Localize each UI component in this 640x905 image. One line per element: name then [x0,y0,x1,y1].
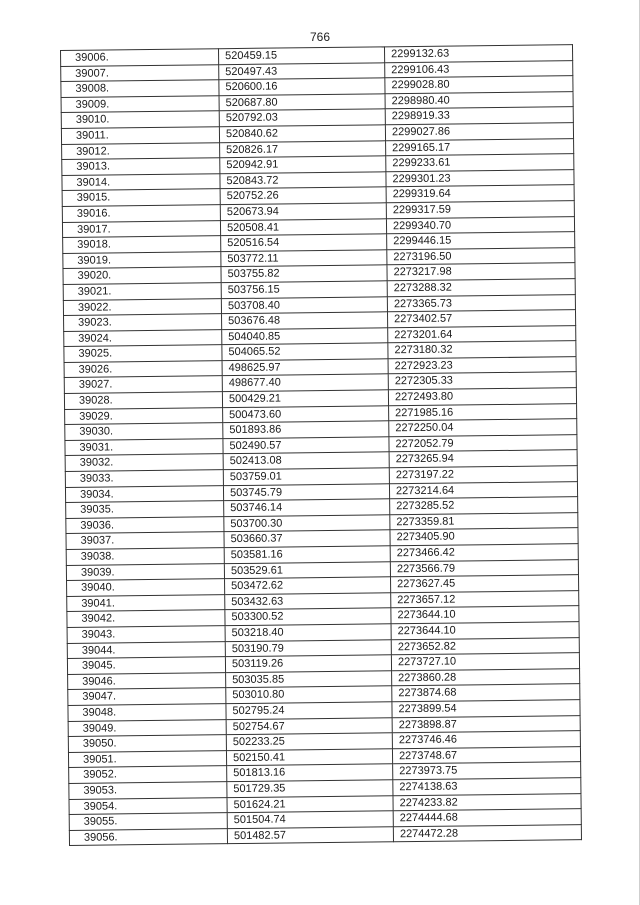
point-id-cell: 39012. [62,142,220,159]
easting-cell: 520497.43 [219,62,385,79]
northing-cell: 2273466.42 [390,544,578,562]
easting-cell: 503772.11 [221,250,387,267]
easting-cell: 503432.63 [225,593,391,610]
point-id-cell: 39006. [61,49,219,66]
point-id-cell: 39026. [64,361,222,378]
point-id-cell: 39052. [69,766,227,783]
easting-cell: 503300.52 [225,608,391,625]
northing-cell: 2273727.10 [391,653,579,671]
easting-cell: 503035.85 [226,671,392,688]
easting-cell: 503660.37 [224,530,390,547]
northing-cell: 2273652.82 [391,637,579,655]
easting-cell: 503759.01 [223,468,389,485]
easting-cell: 502150.41 [226,748,392,765]
point-id-cell: 39015. [62,189,220,206]
point-id-cell: 39009. [61,95,219,112]
northing-cell: 2299027.86 [385,123,573,141]
northing-cell: 2273627.45 [390,575,578,593]
point-id-cell: 39045. [67,657,225,674]
easting-cell: 503700.30 [224,515,390,532]
northing-cell: 2272305.33 [388,372,576,390]
coordinates-table-wrapper [60,44,581,844]
point-id-cell: 39050. [68,735,226,752]
point-id-cell: 39049. [68,719,226,736]
point-id-cell: 39036. [66,516,224,533]
easting-cell: 520843.72 [220,172,386,189]
point-id-cell: 39037. [66,532,224,549]
point-id-cell: 39016. [62,205,220,222]
point-id-cell: 39024. [64,329,222,346]
easting-cell: 501729.35 [227,780,393,797]
northing-cell: 2272493.80 [388,388,576,406]
northing-cell: 2273973.75 [393,762,581,780]
point-id-cell: 39047. [68,688,226,705]
point-id-cell: 39039. [66,563,224,580]
easting-cell: 503581.16 [224,546,390,563]
northing-cell: 2272923.23 [388,357,576,375]
easting-cell: 520600.16 [219,78,385,95]
point-id-cell: 39051. [68,750,226,767]
easting-cell: 501893.86 [223,421,389,438]
northing-cell: 2299319.64 [386,185,574,203]
point-id-cell: 39055. [69,813,227,830]
northing-cell: 2274233.82 [393,793,581,811]
northing-cell: 2273217.98 [387,263,575,281]
point-id-cell: 39019. [63,251,221,268]
northing-cell: 2299233.61 [386,154,574,172]
northing-cell: 2299340.70 [386,216,574,234]
easting-cell: 520792.03 [219,109,385,126]
easting-cell: 503119.26 [225,655,391,672]
easting-cell: 503218.40 [225,624,391,641]
easting-cell: 503676.48 [222,312,388,329]
northing-cell: 2273860.28 [392,668,580,686]
northing-cell: 2299301.23 [386,169,574,187]
point-id-cell: 39043. [67,626,225,643]
point-id-cell: 39046. [68,672,226,689]
point-id-cell: 39010. [61,111,219,128]
easting-cell: 503755.82 [221,265,387,282]
northing-cell: 2273657.12 [391,590,579,608]
point-id-cell: 39038. [66,548,224,565]
easting-cell: 502413.08 [223,452,389,469]
easting-cell: 520508.41 [220,218,386,235]
northing-cell: 2299446.15 [387,232,575,250]
northing-cell: 2298980.40 [385,91,573,109]
easting-cell: 502233.25 [226,733,392,750]
easting-cell: 502754.67 [226,717,392,734]
easting-cell: 520687.80 [219,94,385,111]
northing-cell: 2273898.87 [392,715,580,733]
northing-cell: 2273874.68 [392,684,580,702]
point-id-cell: 39056. [69,828,227,845]
point-id-cell: 39025. [64,345,222,362]
northing-cell: 2273402.57 [387,310,575,328]
point-id-cell: 39053. [69,782,227,799]
point-id-cell: 39017. [62,220,220,237]
easting-cell: 504065.52 [222,343,388,360]
point-id-cell: 39035. [66,501,224,518]
northing-cell: 2273899.54 [392,700,580,718]
northing-cell: 2298919.33 [385,107,573,125]
easting-cell: 500429.21 [222,390,388,407]
northing-cell: 2274444.68 [393,809,581,827]
northing-cell: 2299317.59 [386,201,574,219]
easting-cell: 503708.40 [221,296,387,313]
northing-cell: 2299165.17 [386,138,574,156]
easting-cell: 503756.15 [221,281,387,298]
northing-cell: 2272052.79 [389,435,577,453]
point-id-cell: 39044. [67,641,225,658]
northing-cell: 2273288.32 [387,279,575,297]
page-number: 766 [309,30,331,44]
easting-cell: 502795.24 [226,702,392,719]
point-id-cell: 39029. [65,407,223,424]
point-id-cell: 39034. [65,485,223,502]
northing-cell: 2273748.67 [392,746,580,764]
easting-cell: 498677.40 [222,374,388,391]
easting-cell: 503746.14 [224,499,390,516]
easting-cell: 501624.21 [227,795,393,812]
northing-cell: 2299132.63 [384,45,572,63]
coordinates-table-body [61,45,582,846]
point-id-cell: 39008. [61,80,219,97]
easting-cell: 502490.57 [223,437,389,454]
point-id-cell: 39023. [64,314,222,331]
point-id-cell: 39021. [63,283,221,300]
northing-cell: 2273180.32 [388,341,576,359]
point-id-cell: 39022. [63,298,221,315]
point-id-cell: 39041. [67,594,225,611]
northing-cell: 2273214.64 [389,481,577,499]
northing-cell: 2273566.79 [390,559,578,577]
point-id-cell: 39042. [67,610,225,627]
northing-cell: 2272250.04 [389,419,577,437]
easting-cell: 503472.62 [225,577,391,594]
easting-cell: 520942.91 [220,156,386,173]
northing-cell: 2299028.80 [385,76,573,94]
northing-cell: 2273197.22 [389,466,577,484]
northing-cell: 2273196.50 [387,247,575,265]
northing-cell: 2273644.10 [391,606,579,624]
easting-cell: 503745.79 [223,483,389,500]
easting-cell: 520673.94 [220,203,386,220]
point-id-cell: 39014. [62,173,220,190]
easting-cell: 501482.57 [227,826,393,843]
northing-cell: 2274138.63 [393,778,581,796]
northing-cell: 2299106.43 [385,60,573,78]
point-id-cell: 39054. [69,797,227,814]
coordinates-table [60,44,582,846]
point-id-cell: 39048. [68,704,226,721]
easting-cell: 520516.54 [221,234,387,251]
northing-cell: 2274472.28 [393,824,581,842]
northing-cell: 2273285.52 [390,497,578,515]
easting-cell: 501813.16 [227,764,393,781]
point-id-cell: 39032. [65,454,223,471]
easting-cell: 504040.85 [222,327,388,344]
point-id-cell: 39027. [64,376,222,393]
northing-cell: 2273405.90 [390,528,578,546]
point-id-cell: 39018. [63,236,221,253]
easting-cell: 503529.61 [224,561,390,578]
point-id-cell: 39013. [62,158,220,175]
point-id-cell: 39028. [64,392,222,409]
point-id-cell: 39033. [65,470,223,487]
easting-cell: 520752.26 [220,187,386,204]
easting-cell: 503010.80 [226,686,392,703]
easting-cell: 500473.60 [223,405,389,422]
point-id-cell: 39031. [65,439,223,456]
point-id-cell: 39020. [63,267,221,284]
point-id-cell: 39040. [67,579,225,596]
point-id-cell: 39011. [61,127,219,144]
northing-cell: 2273746.46 [392,731,580,749]
northing-cell: 2273201.64 [388,325,576,343]
point-id-cell: 39007. [61,64,219,81]
easting-cell: 503190.79 [225,639,391,656]
easting-cell: 501504.74 [227,811,393,828]
easting-cell: 520840.62 [219,125,385,142]
easting-cell: 498625.97 [222,359,388,376]
northing-cell: 2273359.81 [390,512,578,530]
northing-cell: 2273265.94 [389,450,577,468]
easting-cell: 520826.17 [220,140,386,157]
point-id-cell: 39030. [65,423,223,440]
northing-cell: 2273644.10 [391,622,579,640]
northing-cell: 2273365.73 [387,294,575,312]
easting-cell: 520459.15 [218,47,384,64]
northing-cell: 2271985.16 [389,403,577,421]
